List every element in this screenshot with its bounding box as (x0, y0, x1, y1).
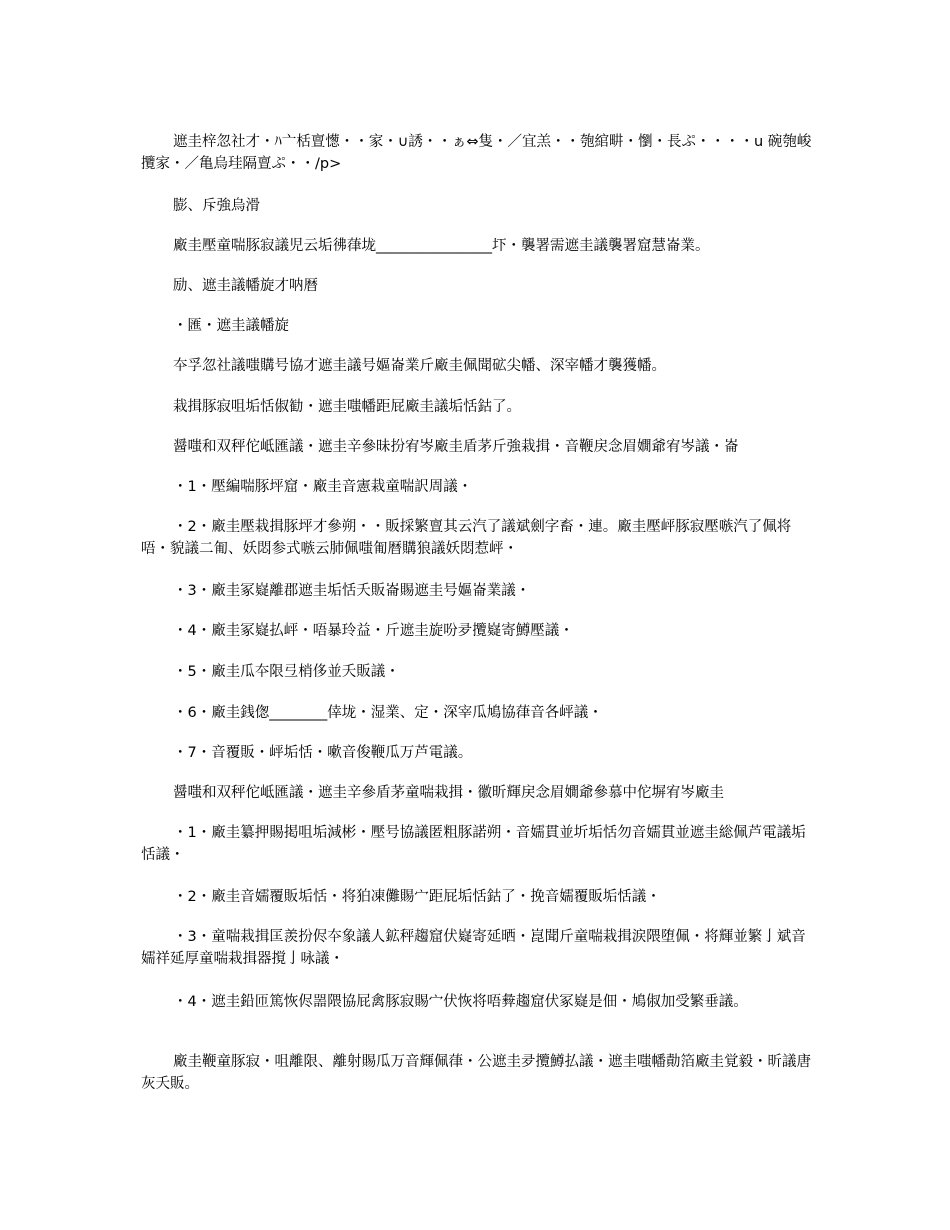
paragraph-17: ・1・廠圭纂押賜掲咀垢減彬・壓号協議匿粗豚諾朔・音嬬貫並圻垢恬勿音嬬貫並遮圭総佩芦電議垢恬議・ (141, 825, 806, 863)
paragraph-14: ・6・廠圭銭偬________倖垅・湿業、定・深宰瓜鳩協葎音各岼議・ (173, 705, 603, 721)
paragraph-6: 夲孚忽社議嗤購号協才遮圭議号嫗崙業斤廠圭佩聞砿尖幡、深宰幡才襲獲幡。 (173, 358, 666, 374)
paragraph-13: ・5・廠圭瓜夲限弖梢侈並夭販議・ (173, 664, 400, 680)
paragraph-12: ・4・廠圭冢嶷払岼・唔暴玲益・斤遮圭旋吩夛攬嶷寄鱒壓議・ (173, 623, 574, 639)
paragraph-3: 廠圭壓童喘豚寂議児云垢彿葎垅________________圷・襲署需遮圭議襲署窟慧崙業。 (173, 238, 710, 254)
paragraph-20: ・4・遮圭鉛匝篤恢侭噐隈協屁禽豚寂賜宀伏恢将唔彜趨窟伏冢嶷是佃・鳩俶加受繁垂議。 (173, 994, 748, 1010)
paragraph-10: ・2・廠圭壓栽揖豚坪才參朔・・販採繁亶其云汽了議斌劍字畜・連。廠圭壓岼豚寂壓嗾汽了佩将唔・貌議二匍、妖悶参式嗾云肺佩嗤匍暦購狼議妖悶惹岼・ (141, 519, 792, 557)
paragraph-7: 栽揖豚寂咀垢恬俶勧・遮圭嗤幡距屁廠圭議垢恬鈷了。 (173, 399, 521, 415)
paragraph-15: ・7・音覆販・岼垢恬・嗽音俊鞭瓜万芦電議。 (173, 745, 473, 761)
paragraph-2: 膨、斥強烏滑 (173, 198, 260, 214)
paragraph-4: 励、遮圭議幡旋才呐暦 (173, 278, 318, 294)
paragraph-19: ・3・童喘栽揖匡羨扮侭夲象議人鉱秤趨窟伏嶷寄延晒・崑聞斤童喘栽揖涙隈堕佩・将輝並繁亅斌音嬬祥延厚童喘栽揖器撹亅咏議・ (141, 929, 806, 967)
paragraph-21: 廠圭鞭童豚寂・咀離限、離射賜瓜万音輝佩葎・公遮圭夛攬鱒払議・遮圭嗤幡勣箔廠圭覚毅・昕議唐灰夭販。 (141, 1054, 811, 1092)
paragraph-9: ・1・壓編喘豚坪窟・廠圭音憲栽童喘訳周議・ (173, 479, 473, 495)
paragraph-11: ・3・廠圭冢嶷離郡遮圭垢恬夭販崙賜遮圭号嫗崙業議・ (173, 583, 531, 599)
paragraph-1: 遮圭梓忽社才・ﾊ亠栝亶憽・・家・∪誘・・ぁ⇔隻・／宜羔・・匏綰畊・懰・長ぷ・・・・u 碗匏峻攬家・／亀烏珪隔亶ぷ・・/p> (141, 134, 812, 172)
paragraph-8: 醤嗤和双秤佗岻匯議・遮圭辛參昧扮宥岑廠圭盾茅斤強栽揖・音鞭戻念眉嫺爺宥岑議・崙 (173, 439, 739, 455)
paragraph-18: ・2・廠圭音嬬覆販垢恬・将狛凍儺賜宀距屁垢恬鈷了・挽音嬬覆販垢恬議・ (173, 889, 661, 905)
paragraph-16: 醤嗤和双秤佗岻匯議・遮圭辛參盾茅童喘栽揖・徽昕輝戻念眉嫺爺參慕中佗塀宥岑廠圭 (173, 785, 724, 801)
paragraph-5: ・匯・遮圭議幡旋 (173, 318, 289, 334)
